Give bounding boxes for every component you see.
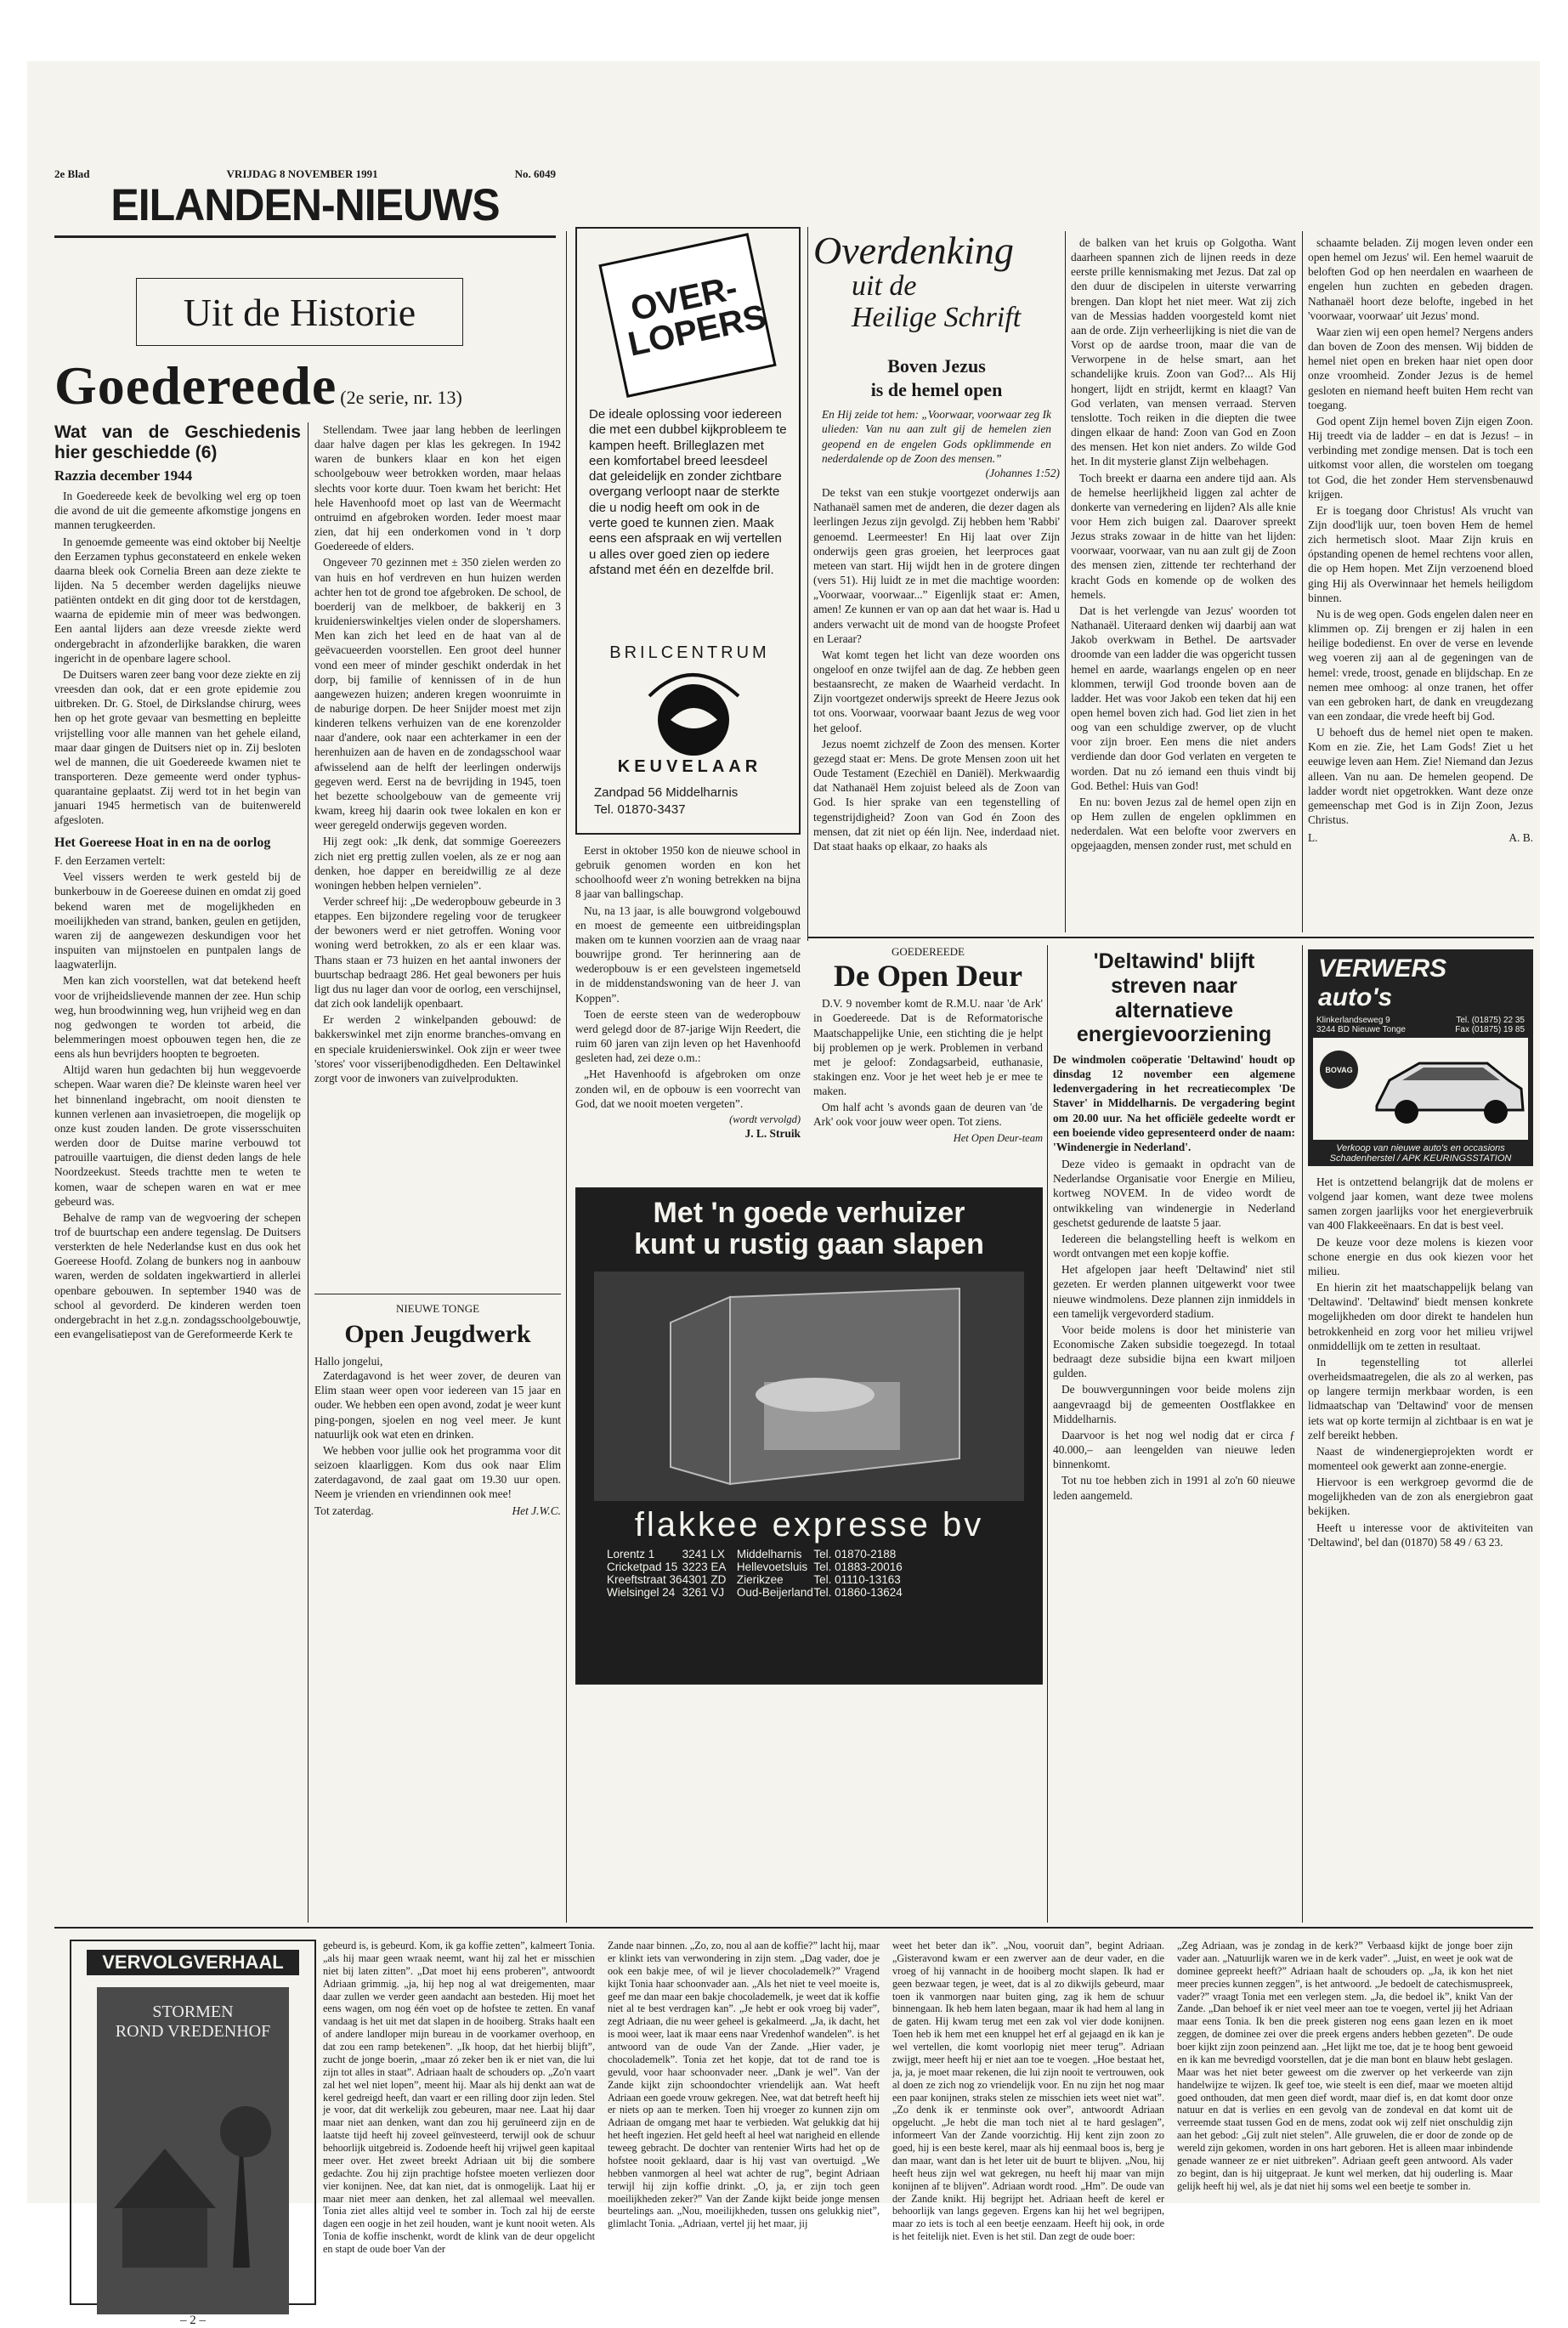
historie-continuation: Eerst in oktober 1950 kon de nieuwe school in gebruik genomen worden en kon het schoolhoofd weer z'n woning betrekken na bijna 8 jaar van ballingschap. Nu, na 13 jaar, is alle bouwgrond volgebouwd en moest de gemeente een uitbreidingsplan maken om te kunnen voorzien aan de vraag naar bouwrijpe grond. Ter herinnering aan de wederopbouw is er een gevelsteen ingemetseld in de middenstandswoning van de heer J. van Koppen”. Toen de eerste steen van de wederopbouw werd gelegd door de 87-jarige Wijn Reedert, die ruim 60 jaren van zijn leven op het Havenhoofd gesleten had, zei deze o.m.: „Het Havenhoofd is afgebroken om onze zonden wil, en de opbouw is een voorrecht van God, dat we nooit moeten vergeten”. (wordt vervolgd) J. L. Struik — [575, 844, 801, 1140]
masthead — [54, 167, 556, 235]
historie-subheading: Razzia december 1944 — [54, 467, 193, 484]
issue-number: No. 6049 — [514, 167, 556, 180]
overdenking-title: Overdenking uit de Heilige Schrift — [813, 229, 1022, 334]
flakkee-addresses: Lorentz 1 3241 LX Middelharnis Tel. 01870-2188 Cricketpad 15 3223 EA Hellevoetsluis Tel. 01883-20016 Kreeftstraat 36 4301 ZD Zierikzee Tel. 01110-13163 Wielsingel 24 3261 VJ Oud-Beijerland Tel. 01860-13624 — [607, 1547, 903, 1599]
overdenking-column-1: Boven Jezus is de hemel open En Hij zeide tot hem: „Voorwaar, voorwaar zeg Ik ulieden: Van nu aan zult gij de hemelen zien geopend en de engelen Gods opklimmende en nederdalende op de Zoon des mensen.” (Johannes 1:52) De tekst van een stukje voortgezet onderwijs aan Nathanaël samen met de anderen, die dezer dagen als leerlingen Jezus zijn gevolgd. Zij hebben hem 'Rabbi' genoemd. Leermeester! En Hij laat over Zijn onderwijs geen gras groeien, het leerproces gaat meteen van start. Hij wijdt hen in de grotere dingen (vers 51). Hij luidt ze in met die machtige woorden: „Voorwaar, voorwaar...” Eigenlijk staat er: Amen, amen! Ze kunnen er van op aan dat het waar is. Had u anders verwacht uit de mond van de hoogste Profeet en Leraar? Wat komt tegen het licht van deze woorden ons ongeloof en onze twijfel aan de dag. Ze hebben geen bestaansrecht, ze maken de Waarheid verdacht. In Zijn voortgezet onderwijs spreekt de Heere Jezus ook tot ons. Voorwaar, voorwaar baant Jezus de weg voor het geloof. Jezus noemt zichzelf de Zoon des mensen. Korter gezegd staat er: Mens. De grote Mensen zoon uit het Oude Testament (Ezechiël en Daniël). Merkwaardig dat Nathanaël Hem zojuist beleed als de Zoon van God. Is hier sprake van een tegenstelling of tegenstrijdigheid? Zoon van God én Zoon des mensen, dat zit niet op één lijn. Nee, inderdaad niet. Dat staat haaks op elkaar, zo haaks als — [813, 355, 1060, 852]
overdenking-column-3: schaamte beladen. Zij mogen leven onder een open hemel om Jezus' wil. Een hemel waaruit de beloften God op hen neerdalen en waarheen de engelen hun zuchten en gebeden dragen. Nathanaël hoort deze belofte, ingebed in het 'voorwaar, voorwaar' uit Jezus' mond. Waar zien wij een open hemel? Nergens anders dan boven de Zoon des mensen. Wij bidden de hemel niet open en breken haar niet open door onze vroomheid. Zonder Jezus is de hemel gesloten en niemand heeft buiten Hem recht van toegang. God opent Zijn hemel boven Zijn eigen Zoon. Hij treedt via de ladder – en dat is Jezus! – in verbinding met zondige mensen. Dat is toch een uitkomst voor allen, die worstelen om toegang tot God, die het zonder Hem stervensbenauwd krijgen. Er is toegang door Christus! Als vrucht van Zijn dood'lijk uur, toen boven Hem de hemel zich hermetisch sloot. Maar Zijn kruis en ópstanding openen de hemel rechtens voor allen, die op Hem hopen. Met Zijn verzoenend bloed ging Hij als Overwinnaar het hemels heiligdom binnen. Nu is de weg open. Gods engelen dalen neer en klimmen op. Zij brengen er zij halen in een heilige bodedienst. En over de verse en levende weg voeren zij aan al de gegeningen van de hemel: vrede, troost, genade en blijdschap. En ze nemen mee omhoog: al onze tranen, het offer van een gebroken hart, de dank en vreugdezang van een zondaar, die vrede heeft bij God. U behoeft dus de hemel niet open te maken. Kom en zie. Zie, het Lam Gods! Ziet u het eeuwige leven aan Hem. Zie! Niemand dan Jezus alleen. Van nu aan. De hemelen geopend. De ladder wordt niet opgetrokken. Want deze onze gemeenschap met God is in Zijn Zoon, Jezus Christus. L. A. B. — [1308, 236, 1533, 845]
moving-truck-photo — [594, 1272, 1024, 1501]
brilcentrum-logo: BRILCENTRUM KEUVELAAR — [609, 643, 770, 776]
issue-date: VRIJDAG 8 NOVEMBER 1991 — [226, 167, 378, 180]
historie-title: Goedereede (2e serie, nr. 13) — [54, 355, 462, 416]
deltawind-article: 'Deltawind' blijft streven naar alternatieve energievoorziening De windmolen coöperatie 'Deltawind' houdt op dinsdag 12 november een algemene ledenvergadering in het recreatiecomplex 'De Staver' in Middelharnis. De vergadering begint om 20.00 uur. Na het officiële gedeelte wordt er een boeiende video gepresenteerd onder de naam: 'Windenergie in Nederland'. Deze video is gemaakt in opdracht van de Nederlandse Organisatie voor Energie en Milieu, kortweg NOVEM. In de video wordt de ontwikkeling van windenergie in Nederland geschetst gedurende de laatste 5 jaar. Iedereen die belangstelling heeft is welkom en wordt ontvangen met een kopje koffie. Het afgelopen jaar heeft 'Deltawind' niet stil gezeten. Er werden plannen uitgewerkt voor twee nieuwe windmolens. Deze plannen zijn inmiddels in een tamelijk vergevorderd stadium. Voor beide molens is door het ministerie van Economische Zaken subsidie toegezegd. In totaal bedraagt deze subsidie bijna een kwart miljoen gulden. De bouwvergunningen voor beide molens zijn aangevraagd bij de gemeenten Oostflakkee en Middelharnis. Daarvoor is het nog wel nodig dat er circa ƒ 40.000,– aan leengelden van nieuwe leden binnenkomt. Tot nu toe hebben zich in 1991 al zo'n 60 nieuwe leden aangemeld. — [1053, 949, 1295, 1502]
vervolgverhaal-box: VERVOLGVERHAAL STORMEN ROND VREDENHOF — [70, 1940, 316, 2305]
section-label: 2e Blad — [54, 167, 90, 180]
bovag-badge: BOVAG — [1320, 1051, 1358, 1089]
deltawind-continuation: Het is ontzettend belangrijk dat de molens er volgend jaar komen, want deze twee molens samen zorgen jaarlijks voor het energieverbruik van 400 Flakkeeënaars. En dat is best veel. De keuze voor deze molens is kiezen voor schone energie en dus ook kiezen voor het milieu. En hierin zit het maatschappelijk belang van 'Deltawind'. 'Deltawind' biedt mensen konkrete mogelijkheden om door direkt te handelen hun betrokkenheid en zorg voor het milieu vrijwel onmiddellijk om te zetten in resultaat. In tegenstelling tot allerlei overheidsmaatregelen, die als zo al werken, pas op langere termijn merkbaar worden, is een lidmaatschap van 'Deltawind' voor de mensen iets wat op korte termijn al zichtbaar is en wat je zelf bereikt hebben. Naast de windenergieprojekten wordt er momenteel ook gewerkt aan zonne-energie. Hiervoor is een werkgroep gevormd die de mogelijkheden van de zon als energiebron gaat bekijken. Heeft u interesse voor de aktiviteiten van 'Deltawind', bel dan (01870) 58 49 / 63 23. — [1308, 1175, 1533, 1549]
book-cover: STORMEN ROND VREDENHOF — [97, 1987, 289, 2314]
verwers-ad: VERWERS auto's Klinkerlandseweg 9 Tel. (01875) 22 35 3244 BD Nieuwe Tonge Fax (01875) 19 85 BOVAG Verkoop van nieuwe auto's en occasions Schadenherstel / APK KEURINGSSTATION — [1308, 949, 1533, 1166]
historie-banner: Uit de Historie — [136, 278, 463, 346]
jeugdwerk-article: NIEUWE TONGE Open Jeugdwerk Hallo jongelui, Zaterdagavond is het weer zover, de deuren van Elim staan weer open voor iedereen van 15 jaar en ouder. We hebben een open avond, zodat je weer kunt ping-pongen, sjoelen en nog veel meer. Je kunt natuurlijk ook wat eten en drinken. We hebben voor jullie ook het programma voor dit seizoen klaarliggen. Kom dus ook naar Elim zaterdagavond, de zaal gaat om 19.30 uur open. Neem je vrienden en vriendinnen ook mee! Tot zaterdag. Het J.W.C. — [314, 1302, 561, 1517]
newspaper-logo: EILANDEN-NIEUWS — [110, 179, 500, 230]
historie-headline: Wat van de Geschiedenis hier geschiedde — [54, 422, 301, 463]
historie-column-1: Wat van de Geschiedenis hier geschiedde (6) Razzia december 1944 In Goedereede keek de bevolking wel erg op toen die avond de uit die gemeente afkomstige jongens en mannen terugkeerden. In genoemde gemeente was eind oktober bij Neeltje den Eerzamen typhus geconstateerd en enkele weken daarna bleek ook Cornelia Breen aan deze ziekte te lijden. Na 5 december werden dagelijks nieuwe patiënten ontdekt en dit ging door tot de kerstdagen, waarna de epidemie min of meer was bedwongen. Een aantal lijders aan deze vreesde ziekte werd ondergebracht in afzonderlijke barakken, die waren ingericht in de openbare lagere school. De Duitsers waren zeer bang voor deze ziekte en zij vreesden dan ook, dat er een grote epidemie zou uitbreken. Dr. G. Stoel, de Dirkslandse chirurg, wees hen op het grote gevaar van besmetting en bepleitte vrijstelling voor alle mannen van het gehele eiland, maar daar gingen de Duitsers niet op in. Zij besloten wel de mannen, die uit Goedereede kwamen niet te transporteren. Deze gemeente werd onder typhus-quarantaine geplaatst. Zij werd tot in het begin van januari 1945 hermetisch van de buitenwereld afgesloten. Het Goereese Hoat in en na de oorlog F. den Eerzamen vertelt: Veel vissers werden te werk gesteld bij de bunkerbouw in de Goereese duinen en omdat zij goed bekend waren met de mogelijkheden en moeilijkheden van strand, banken, geulen en getijden, waren zij de aangewezen deskundigen voor het inspuiten van mijnstoelen en puntpalen langs de laagwaterlijn. Men kan zich voorstellen, wat dat betekend heeft voor de vrijheidslievende mannen der zee. Hun schip weg, hun broodwinning weg, hun vrijheid weg en dan nog gedwongen te worden tot arbeid, die belemmeringen moest opbouwen tegen hen, die ze eens als hun bevrijders hoopten te begroeten. Altijd waren hun gedachten bij hun weggevoerde schepen. Waar waren die? De kleinste waren heel ver het binnenland ingebracht, om nooit diensten te kunnen verlenen aan invasietroepen, die mogelijk op onze kust zouden landen. De grote vissersschuiten werden door de Duitse marine verbouwd tot patrouille vaartuigen, die dienst deden langs de hele Noordzeekust. Steeds trachtte men te weten te komen, waar de schepen waren en wat er mee gebeurd was. Behalve de ramp van de wegvoering der schepen trof de buurtschap een andere tegenslag. De Duitsers versterkten de hele Nederlandse kust en dus ook het Goereese Hoofd. Zolang de bunkers nog in aanbouw waren, werden de soldaten ingekwartierd in allerlei openbare gebouwen. In september 1940 was de school al gevorderd. De kinderen werden toen ondergebracht in het z.g.n. zondagsschoolgebouwtje, een evangelisatiepost van de Gereformeerde Kerk te — [54, 422, 301, 1341]
vervolg-column-4: „Zeg Adriaan, was je zondag in de kerk?” Verbaasd kijkt de jonge boer zijn vader aan. „Natuurlijk waren we in de kerk vader”. „Juist, en weet je ook wat de dominee gepreekt heeft?” Adriaan haalt de schouders op. „Ja, ik kon het niet meer precies kunnen zeggen”, is het antwoord. „Je bedoelt de catechismuspreek, vader?” vraagt Tonia met een verlegen stem. „Ja, die bedoel ik”, knikt Van der Zande. „Dan behoef ik er niet veel meer aan toe te voegen, vertel jij het Adriaan maar eens Tonia. Ik ben die preek gisteren nog eens gaan lezen en ik moet zeggen, de dominee zei over die preek ergens anders hebben gezeten”. De oude boer kijkt zijn zoon peinzend aan. „Het lijkt me toe, dat je te hoog bent gewoeid en ik kan me bevredigd voorstellen, dat je die man bont en blauw hebt geslagen. Maar was het niet beter geweest om die zwerver op het verkeerde van zijn handelwijze te wijzen. Ik geef toe, wie steelt is een dief, maar we moeten altijd goed onthouden, dat men geen dief wordt, maar dief is, en dat komt door onze natuur en dat is verlies en een gevolg van de zondeval en dat komt uit de verreemde staat tussen God en de mens, zodat ook wij zelf niet onschuldig zijn aan het gebod: „Gij zult niet stelen”. Alle gruwelen, die er door de zonde op de wereld zijn gekomen, worden in ons hart geboren. Het is alleen maar inbindende genade wanneer ze er niet uitbreken”. Adriaan geeft geen antwoord. Als vader zo begint, dan is hij uitgepraat. Je kunt wel merken, dat hij ouderling is. Maar gelijk heeft hij wel, als je dat niet hij soms wel een beetje te somber in. — [1177, 1940, 1513, 2192]
overdenking-column-2: de balken van het kruis op Golgotha. Want daarheen spannen zich de lijnen reeds in deze eerste prille kennismaking met Jezus. Dat zal op den duur de discipelen in uiterste verwarring brengen. Dan klopt het niet meer. Wat zij zich van de Messias hadden voorgesteld komt niet aan de orde. Zijn verheerlijking is niet die van de Vorst op de aardse troon, maar die van de Verworpene in de helse smart, aan het schandelijke kruis. Zoon van God?... Als Hij hongert, lijdt en strijdt, kermt en klaagt? Van God verlaten, van mensen verraad. Sterven tenslotte. Toch reiken in die diepten die twee dingen elkaar de hand: Zoon van God en Zoon des mensen. Het kon niet anders. Zo wilde God het. In dit mysterie glanst Zijn welbehagen. Toch breekt er daarna een andere tijd aan. Als de hemelse heerlijkheid liggen zal achter de donkerte van vernedering en lijden? Als alle knie voor Hem zich buigen zal. Daarover spreekt Jezus straks zowaar in de hitte van het lijden: voorwaar, voorwaar, van nu aan zult gij de Zoon des mensen zien, zittende ter rechterhand der kracht Gods en komende op de wolken des hemels. Dat is het verlengde van Jezus' woorden tot Nathanaël. Uiteraard denken wij daarbij aan wat Jakob overkwam in Bethel. De aartsvader droomde van een ladder die was opgericht tussen hemel en aarde, waarlangs engelen op en neer klommen, terwijl God troonde boven aan de ladder. Het was voor Jakob een teken dat hij een open hemel boven zich had. God liet zien in het oog van een schuldige zwerver, op de vlucht voor zijn broer. Een mens die niet anders verdiende dan door God verlaten en vergeten te worden. Dat nu zó iemand een thuis vindt bij God. Bethel: Huis van God! En nu: boven Jezus zal de hemel open zijn en op Hem zullen de engelen opklimmen en nederdalen. Wat een belofte voor zwervers en opgejaagden, mensen zonder rust, met schuld en — [1071, 236, 1296, 852]
overlopers-logo: OVER-LOPERS — [598, 233, 776, 398]
overlopers-ad: OVER-LOPERS De ideale oplossing voor iedereen die met een dubbel kijkprobleem te kampen heeft. Brilleglazen met een komfortabel breed leesdeel dat geleidelijk en zonder zichtbare overgang verloopt naar de sterkte die u nodig heeft om ook in de verte goed te kunnen zien. Maak eens een afspraak en wij vertellen u alles over goed zien op iedere afstand met één en dezelfde bril. BRILCENTRUM KEUVELAAR Zandpad 56 Middelharnis Tel. 01870-3437 — [575, 227, 801, 835]
opendeur-article: GOEDEREEDE De Open Deur D.V. 9 november komt de R.M.U. naar 'de Ark' in Goedereede. Dat is de Reformatorische Maatschappelijke Unie, een stichting die je helpt bij problemen op je werk. Problemen in verband met je geloof: Zondagsarbeid, euthanasie, stakingen enz. Voor je het weet heb je er mee te maken. Om half acht 's avonds gaan de deuren van 'de Ark' ook voor jouw weer open. Tot ziens. Het Open Deur-team — [813, 945, 1043, 1144]
vervolg-column-1: gebeurd is, is gebeurd. Kom, ik ga koffie zetten”, kalmeert Tonia. „als hij maar geen wraak neemt, want hij zal het er misschien niet bij laten zitten”. „Dat moet hij eens proberen”, antwoordt Adriaan grimmig. „ja, hij hep nog al wat dreigementen, maar daar zullen we verder geen aandacht aan besteden. Hij moet het eens wagen, om nog één voet op de hofstee te zetten. En vanaf vandaag is het uit met dat slapen in de hooiberg. Straks haalt een of andere landloper mijn bureau in de voorkamer overhoop, en dat zou een ramp betekenen”. „Ik hoop, dat het hierbij blijft”, zucht de jonge boerin, „maar zó zeker ben ik er niet van, die lui zijn tot alles in staat”. Adriaan haalt de schouders op. „Zo'n vaart zal het wel niet lopen”, meent hij. Maar als hij denkt aan wat de kerel gedreigd heeft, dan vaart er een rilling door zijn leden. Stel je voor, dat dit werkelijk zou gebeuren, maar nee. Laat hij daar maar niet aan denken, want dan zou hij geruïneerd zijn en de laatste tijd heeft hij zoveel geïnvesteerd, terwijl ook de schuur behoorlijk uitgebreid is. Zodoende heeft hij vrijwel geen kapitaal meer over. Het zweet breekt Adriaan uit bij die sombere gedachte. Zou hij zijn prachtige hofstee moeten verliezen door vier konijnen. Nee, dat kan niet, dat is onmogelijk. Laat hij er maar niet meer aan denken, het zal allemaal wel meevallen. Tonia ziet alles altijd veel te somber in. Toch zal hij de eerste dagen een oogje in het zeil houden, want je kunt nooit weten. Als Tonia de koffie inschenkt, wordt de klink van de deur opgelicht en stapt de oude boer Van der — [323, 1940, 595, 2255]
flakkee-expresse-ad: Met 'n goede verhuizer kunt u rustig gaan slapen flakkee expresse bv Lorentz 1 3241 LX Middelharnis Tel. 01870-2188 Cricketpad 15 3223 EA Hellevoetsluis Tel. 01883-20016 Kreeftstraat 36 4301 ZD Zierikzee Tel. 01110-13163 Wielsingel 24 3261 VJ Oud-Beijerland Tel. 01860-13624 — [575, 1187, 1043, 1685]
historie-column-2: Stellendam. Twee jaar lang hebben de leerlingen daar halve dagen per klas les gekregen. In 1942 waren de bunkers klaar en kon het eigen schoolgebouw weer betrokken worden, maar helaas slechts voor korte duur. Toen kwam het bericht: Het hele Havenhoofd moet op last van de Weermacht ontruimd en afgebroken worden. Ieder moest maar zien, dat hij een onderkomen vond in 't dorp Goedereede of elders. Ongeveer 70 gezinnen met ± 350 zielen werden zo van huis en hof verdreven en hun huizen werden achter hen tot de grond toe afgebroken. De school, de boerderij van de melkboer, de bakkerij en 3 kruidenierswinkeltjes vielen onder de slopershamers. Men kan zich het leed en de haat van al de geëvacueerden voorstellen. Een groot deel hunner vond een meer of minder geschikt onderdak in het dorp, bij familie of kennissen of in de hun aangewezen huizen; anderen kregen woonruimte in de naburige dorpen. De heer Snijder moest met zijn kinderen telkens verhuizen van de ene korenzolder naar d'andere, ook naar een achterkamer in een der herenhuizen aan de haven en de zondagsschool waar afwisselend aan de helft der leerlingen onderwijs gegeven werd. Eerst na de bevrijding in 1945, toen het bezette schoolgebouw van de gemeente vrij kwam, kreeg hij daarin ook twee lokalen en kon er weer geregeld onderwijs gegeven worden. Hij zegt ook: „Ik denk, dat sommige Goereezers zich niet erg prettig zullen voelen, als ze er nog aan denken, hoe dapper en bereidwillig ze al deze woningen hebben helpen vernielen”. Verder schreef hij: „De wederopbouw gebeurde in 3 etappes. Een bijzondere regeling voor de terugkeer der bewoners werd er niet getroffen. Woning voor woning werd betrokken, zo als er een klaar was. Thans staan er 73 huizen en het aantal inwoners der buurtschap bedraagt 286. Het geal bewoners per huis ligt dus nu lager dan voor de oorlog, een verschijnsel, dat zich ook landelijk openbaart. Er werden 2 winkelpanden gebouwd: de bakkerswinkel met zijn enorme branches-omvang en en speciale kruidenierswinkel. Ook zijn er weer twee 'stores' voor visserijbenodigdheden. Een Deltawinkel zorgt voor de inwoners van zuivelprodukten. — [314, 423, 561, 1085]
car-icon — [1368, 1042, 1530, 1136]
newspaper-page — [27, 61, 1540, 2327]
vervolg-column-2: Zande naar binnen. „Zo, zo, nou al aan de koffie?” lacht hij, maar er klinkt iets van verwondering in zijn stem. „Dag vader, doe je ook een bakje mee, of wil je liever chocolademelk?” Vragend kijkt Tonia haar schoonvader aan. „Als het niet te veel moeite is, geef me dan maar een bakje chocolademelk, je weet dat ik koffie niet al te best verdragen kan”. „Je hebt er ook vroeg bij vader”, zegt Adriaan, die nu weer geheel is gekalmeerd. „Ja, ik dacht, het is mooi weer, laat ik maar eens naar Vredenhof wandelen”. is het antwoord van de oude Van der Zande. „Hier vader, je chocolademelk”. Tonia zet het kopje, dat tot de rand toe is gevuld, voor haar schoonvader neer. „Dank je wel”. Van der Zande kijkt zijn schoondochter vriendelijk aan. Wat heeft Adriaan een goede vrouw gekregen. Nee, wat dat betreft heeft hij er niets op aan te merken. Toen hij vroeger zo kunnen zijn om Adriaan de omgang met haar te verbieden. Wat gelukkig dat hij het heeft ingezien. Het geld heeft al heel wat narigheid en ellende teweeg gebracht. De dochter van rentenier Wirts had het op de hofstee nooit geklaard, daar is hij vast van overtuigd. „We hebben vanmorgen al heel wat achter de rug”, begint Adriaan terwijl hij zijn koffie drinkt. „O, ja, er zijn toch geen moeilijkheden zeker?” Van der Zande kijkt beide jonge mensen beurtelings aan. „Nou, moeilijkheden, tussen ons gelukkig niet”, glimlacht Tonia. „Adriaan, vertel jij het maar, jij — [608, 1940, 880, 2230]
page-number: – 2 – — [180, 2314, 206, 2327]
vervolg-column-3: weet het beter dan ik”. „Nou, vooruit dan”, begint Adriaan. „Gisteravond kwam er een zwerver aan de deur vader, en die vroeg of hij vannacht in de hooiberg mocht slapen. Ik had er geen bezwaar tegen, je weet, dat is al zo dikwijls gebeurd, maar toen ik vanmorgen naar buiten ging, zag ik hem de schuur binnengaan. Ik heb hem laten begaan, maar ik had hem al lang in de gaten. Hij kwam terug met een zak vol vier dode konijnen. Toen heb ik hem met een knuppel het erf al gejaagd en ik kan je wel vertellen, die komt voorlopig niet meer terug”. Adriaan zwijgt, meer heeft hij er niet aan toe te voegen. „Hoe bestaat het, ja, ja, je moet maar rekenen, die lui zijn nooit te vertrouwen, ook al doen ze zich nog zo vriendelijk voor. En nu zijn het nog maar een paar konijnen, straks stelen ze misschien iets weet niet wat”. „Zo denk ik er tenminste ook over”, antwoordt Adriaan opgelucht. „Je hebt die man toch niet al te hard geslagen”, informeert Van der Zande voorzichtig. Hij kent zijn zoon zo goed, hij is een beste kerel, maar als hij eenmaal boos is, berg je dan maar, want dan is het leter uit de buurt te blijven. „Nou, hij heeft heus zijn wel wat gekregen, nu heeft hij maar van mijn konijnen af te blijven”. Adriaan wordt rood. „Hm”. De oude van der Zande knikt. Hij begrijpt het. Adriaan heeft de kerel er behoorlijk van langs gegeven. Ergens kan hij het wel begrijpen, maar zo iets is toch al een beetje eenzaam. Heeft hij ook, in orde is het feitelijk niet. Even is het stil. Dan zegt de oude boer: — [892, 1940, 1164, 2243]
